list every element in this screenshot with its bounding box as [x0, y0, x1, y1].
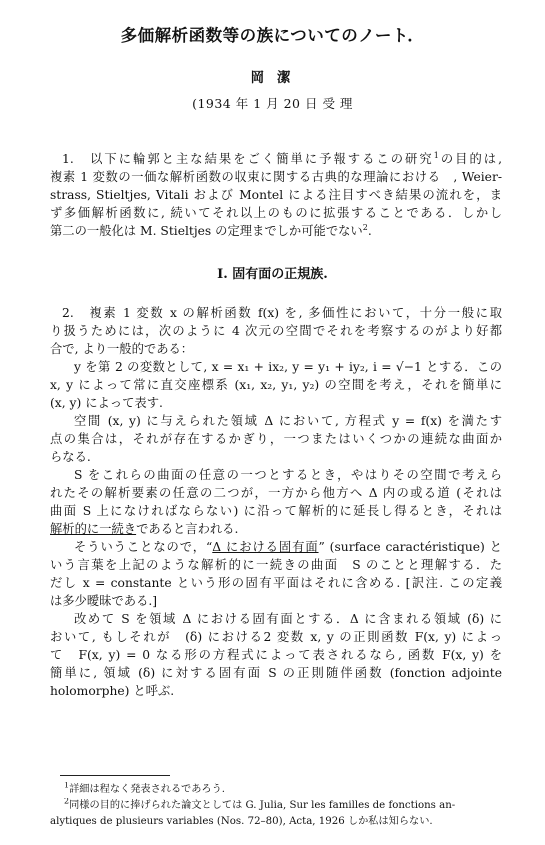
footnote-divider	[60, 775, 170, 776]
underlined-term: 解析的に一続き	[50, 522, 137, 536]
para2-line-22: holomorphe) と呼ぶ.	[50, 684, 175, 698]
footnote-ref-1: 1	[433, 150, 439, 160]
para2-line-2: り扱うためには，次のように 4 次元の空間でそれを考察するのがより好都	[50, 324, 502, 338]
para2-line-3: 合で, より一般的である：	[50, 342, 194, 356]
author-name: 岡 潔	[250, 70, 295, 86]
para2-line-21: 簡単に, 領域 (δ) に対する固有面 S の正則随伴函数 (fonction adjointe	[50, 666, 502, 680]
para2-line-1: 2. 複素 1 変数 x の解析函数 f(x) を, 多価性において，十分一般に取	[62, 306, 502, 320]
paper-title: 多価解析函数等の族についてのノート．	[120, 26, 425, 45]
para2-line-4: y を第 2 の変数として, x = x₁ + ix₂, y = y₁ + iy₂, i = √−1 とする．この	[74, 360, 502, 374]
para2-line-5: x, y によって常に直交座標系 (x₁, x₂, y₁, y₂) の空間を考え，それを簡単に	[50, 378, 502, 392]
para2-line-20: て F(x, y) = 0 なる形の方程式によって表されるなら, 函数 F(x, y) を	[50, 648, 502, 662]
para2-line-14: そういうことなので，“Δ における固有面” (surface caractéristique) と	[74, 540, 502, 554]
para1-line-5: 第二の一般化は M. Stieltjes の定理までしか可能でない$^2$.	[50, 222, 372, 238]
para2-line-15: いう言葉を上記のような解析的に一続きの曲面 S のことと理解する．た	[50, 558, 502, 572]
footnote-2-cont: alytiques de plusieurs variables (Nos. 72–80), Acta, 1926 しか私は知らない.	[50, 816, 433, 827]
para1-line-4: ず多価解析函数に, 続いてそれ以上のものに拡張することである．しかし	[50, 206, 502, 220]
para2-line-11: れたその解析要素の任意の二つが，一方から他方へ Δ 内の或る道 (それは	[50, 486, 502, 500]
para2-line-7: 空間 (x, y) に与えられた領域 Δ において, 方程式 y = f(x) を満たす	[74, 414, 502, 428]
para2-line-12: 曲面 S 上になければならない) に沿って解析的に延長し得るとき，それは	[50, 504, 502, 518]
received-date: (1934 年 1 月 20 日 受 理	[192, 96, 353, 111]
para2-line-13: 解析的に一続きであると言われる.	[50, 522, 239, 536]
para2-line-16: だし x = constante という形の固有平面はそれに含める. [訳注. この定義	[50, 576, 502, 590]
para1-line-3: strass, Stieltjes, Vitali および Montel による注目すべき結果の流れを，ま	[50, 188, 502, 202]
footnote-2: $^2$同様の目的に捧げられた論文としては G. Julia, Sur les familles de fonctions an-	[64, 798, 456, 811]
para1-line-2: 複素 1 変数の一価な解析函数の収束に関する古典的な理論における , Weier-	[50, 170, 502, 184]
para2-line-10: S をこれらの曲面の任意の一つとするとき，やはりその空間で考えら	[74, 468, 502, 482]
para2-line-6: (x, y) によって表す.	[50, 396, 163, 410]
underlined-term: Δ における固有面	[212, 540, 319, 554]
footnote-ref-2: 2	[362, 222, 368, 232]
para2-line-8: 点の集合は，それが存在するかぎり，一つまたはいくつかの連続な曲面か	[50, 432, 502, 446]
para2-line-9: らなる.	[50, 450, 91, 464]
footnote-1: $^1$詳細は程なく発表されるであろう.	[64, 782, 226, 795]
para2-line-17: は多少曖昧である.]	[50, 594, 158, 608]
section-heading: I. 固有面の正規族.	[217, 267, 328, 282]
para2-line-18: 改めて S を領域 Δ における固有面とする．Δ に含まれる領域 (δ) に	[74, 612, 502, 626]
para2-line-19: おいて, もしそれが (δ) における2 変数 x, y の正則函数 F(x, y) によっ	[50, 630, 502, 644]
para1-line-1: 1. 以下に輪郭と主な結果をごく簡単に予報するこの研究$^1$の目的は,	[62, 150, 502, 166]
